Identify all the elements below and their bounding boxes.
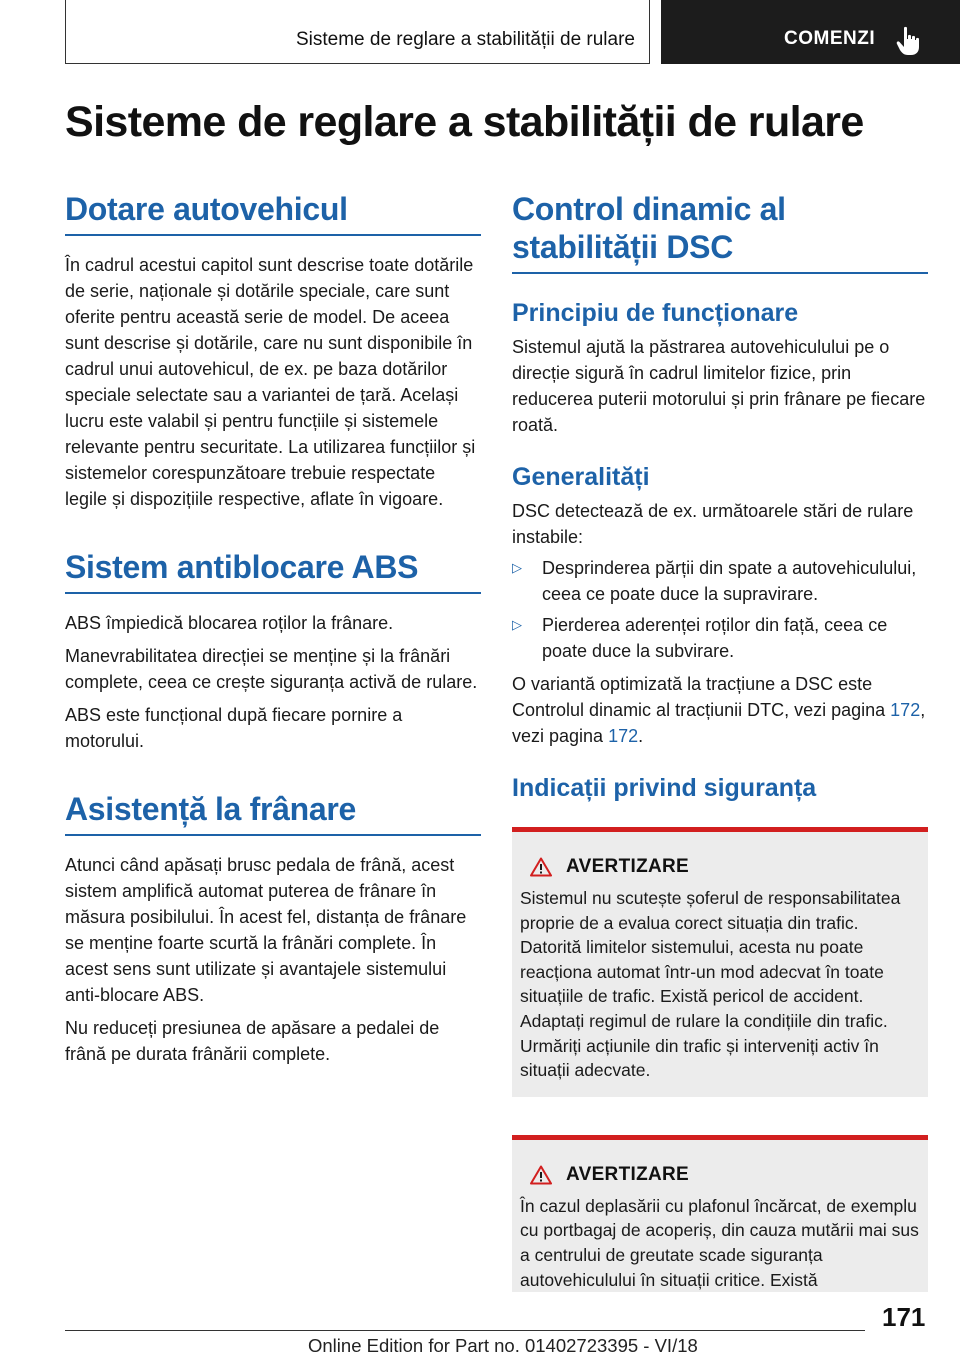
page-title: Sisteme de reglare a stabilității de rulare <box>65 98 864 146</box>
page-ref-link[interactable]: 172 <box>608 726 639 746</box>
heading-principiu-de-functionare: Principiu de funcționare <box>512 299 799 327</box>
hand-pointer-icon <box>896 26 922 56</box>
warning-triangle-icon <box>530 1165 552 1185</box>
heading-sistem-antiblocare-abs: Sistem antiblocare ABS <box>65 548 481 594</box>
heading-generalitati: Generalități <box>512 463 650 491</box>
heading-control-dinamic-dsc: Control dinamic al stabilității DSC <box>512 190 928 274</box>
warning-triangle-icon <box>530 857 552 877</box>
left-column <box>65 190 481 1067</box>
heading-indicatii-siguranta: Indicații privind siguranța <box>512 774 817 802</box>
abs-paragraph-1: ABS împiedică blocarea roților la frânare. <box>65 613 394 633</box>
abs-paragraph-2: Manevrabilitatea direcției se menține și la frânări complete, ceea ce crește siguranța activă de rulare. <box>65 646 478 692</box>
right-column <box>512 190 928 1292</box>
dtc-paragraph: O variantă optimizată la tracțiune a DSC este Controlul dinamic al tracțiunii DTC, vezi pagina 172, vezi pagina 172. <box>512 674 926 746</box>
triangle-bullet-icon: ▷ <box>512 560 522 575</box>
header-tab-label: COMENZI <box>784 28 876 49</box>
page-number: 171 <box>882 1302 926 1332</box>
footer-divider <box>65 1330 865 1331</box>
generalitati-paragraph: DSC detectează de ex. următoarele stări de rulare instabile: <box>512 501 914 547</box>
instability-list <box>512 555 928 664</box>
warning-text: Sistemul nu scutește șoferul de responsabilitatea proprie de a evalua corect situația din trafic. Datorită limitelor sistemului, acesta nu poate reacționa automat într-un mod adecvat în toate situațiile de trafic. Există pericol de accident. Adaptați regimul de rulare la condițiile din trafic. Urmăriți acțiunile din trafic și interveniți activ în situații adecvate. <box>520 888 901 1081</box>
header-section-box <box>65 0 650 64</box>
footer-edition-text: Online Edition for Part no. 01402723395 - VI/18 <box>308 1335 698 1356</box>
warning-text: În cazul deplasării cu plafonul încărcat, de exemplu cu portbagaj de acoperiș, din cauza mutării mai sus a centrului de greutate scade siguranța autovehiculului în situații critice. Există <box>520 1195 919 1290</box>
page-ref-link[interactable]: 172 <box>890 700 921 720</box>
warning-label: AVERTIZARE <box>566 1163 689 1185</box>
heading-asistenta-la-franare: Asistență la frânare <box>65 790 481 836</box>
triangle-bullet-icon: ▷ <box>512 617 522 632</box>
heading-dotare-autovehicul: Dotare autovehicul <box>65 190 481 236</box>
abs-paragraph-3: ABS este funcțional după fiecare pornire a motorului. <box>65 705 403 751</box>
header-section-title: Sisteme de reglare a stabilității de rulare <box>295 29 635 50</box>
warning-box <box>512 1135 928 1292</box>
list-item: ▷ Pierderea aderenței roților din față, ceea ce poate duce la subvirare. <box>512 612 928 664</box>
asistenta-paragraph-1: Atunci când apăsați brusc pedala de frână, acest sistem amplifică automat puterea de frânare în măsura posibilului. În acest fel, distanța de frânare se menține foarte scurtă la frânări complete. În acest sens sunt utilizate și avantajele sistemului anti-blocare ABS. <box>65 855 467 1005</box>
asistenta-paragraph-2: Nu reduceți presiunea de apăsare a pedalei de frână pe durata frânării complete. <box>65 1018 440 1064</box>
warning-box <box>512 827 928 1097</box>
warning-label: AVERTIZARE <box>566 856 689 877</box>
list-item: ▷ Desprinderea părții din spate a autovehiculului, ceea ce poate duce la supravirare. <box>512 555 928 607</box>
dotare-paragraph: În cadrul acestui capitol sunt descrise toate dotările de serie, naționale și dotările speciale, care sunt oferite pentru această serie de model. De aceea sunt descrise și dotările, care nu sunt disponibile în cadrul unui autovehicul, de ex. pe baza dotărilor speciale selectate sau a variantei de țară. Același lucru este valabil și pentru funcțiile și sistemele relevante pentru securitate. La utilizarea funcțiilor și sistemelor corespunzătoare trebuie respectate legile și dispozițiile respective, aflate în vigoare. <box>65 255 476 509</box>
principiu-paragraph: Sistemul ajută la păstrarea autovehiculului pe o direcție sigură în cadrul limitelor fizice, prin reducerea puterii motorului și prin frânare pe fiecare roată. <box>512 337 926 435</box>
